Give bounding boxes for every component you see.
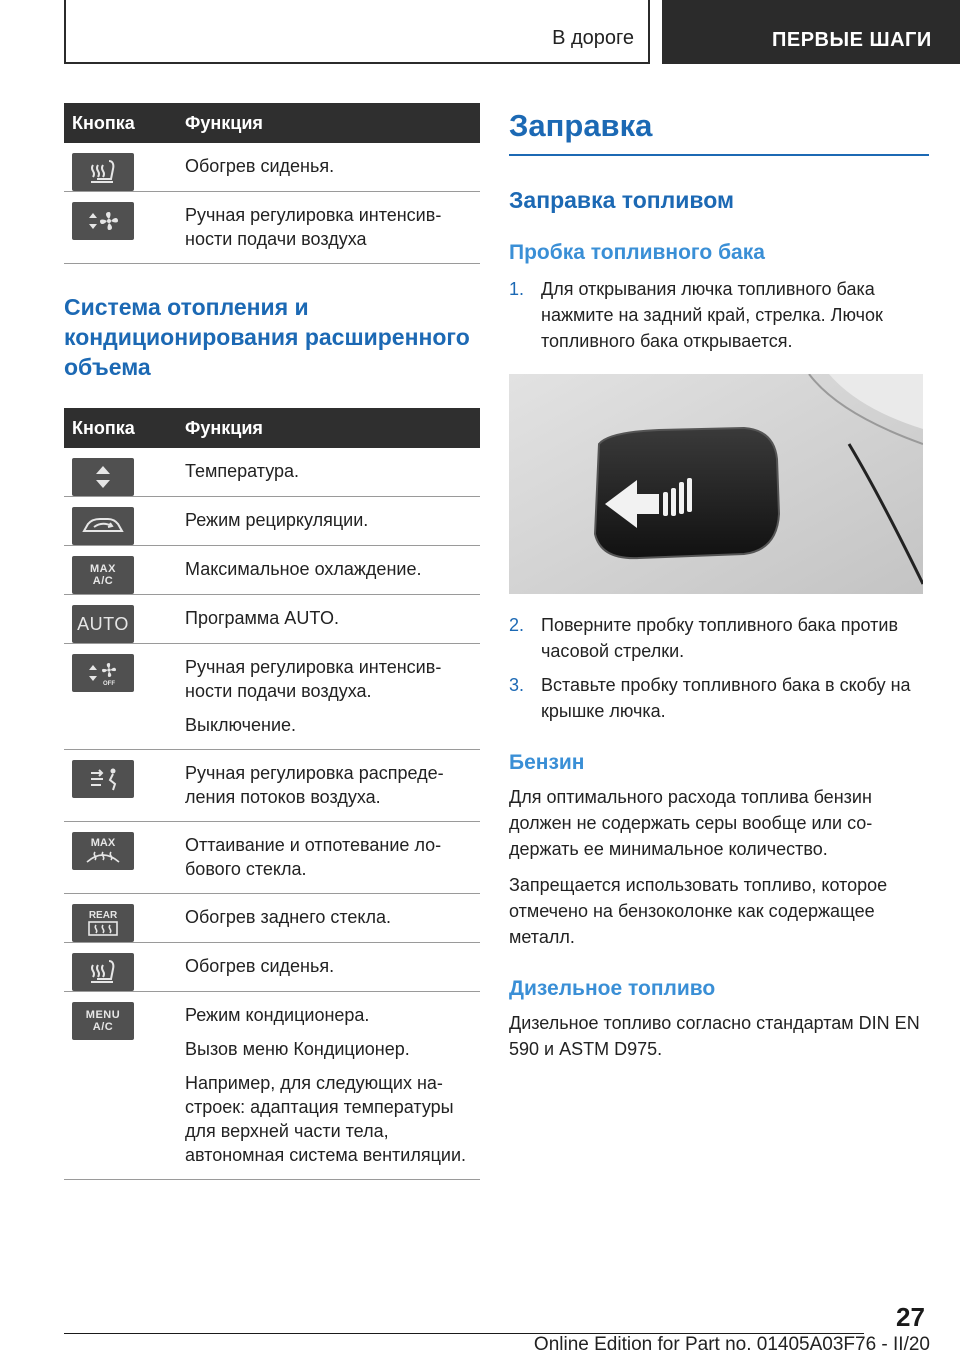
list-item [509, 672, 929, 724]
menu-ac-icon [72, 1002, 134, 1040]
table-row [64, 448, 480, 497]
table-row [64, 497, 480, 546]
petrol-paragraph: Запрещается использовать топливо, которое отмечено на бензоколонке как содержащее металл. [509, 875, 888, 947]
row-text: Режим кондиционера. [185, 1005, 370, 1025]
function-table-1 [64, 103, 480, 264]
row-text: Ручная регулировка интенсивности подачи воздуха. [185, 657, 442, 701]
column-header-function: Функция [185, 112, 263, 133]
column-header-button: Кнопка [72, 112, 135, 133]
seat-heating-icon [72, 153, 134, 191]
refuel-title: Заправка [509, 107, 929, 156]
air-distribution-icon [72, 760, 134, 798]
table-header [64, 103, 480, 143]
table-row [64, 894, 480, 943]
fan-intensity-icon [72, 202, 134, 240]
fan-off-icon [72, 654, 134, 692]
fuel-flap-photo [509, 374, 923, 594]
header-section-tab [64, 0, 650, 64]
row-text: Режим рециркуляции. [185, 510, 369, 530]
icon-label: MENU [85, 1009, 121, 1021]
header-chapter-label: ПЕРВЫЕ ШАГИ [772, 29, 932, 51]
icon-label: MAX [90, 837, 116, 849]
column-header-function: Функция [185, 417, 263, 438]
row-text: Например, для следующих настроек: адаптация температуры для верхней части тела, автономная система вентиляции. [185, 1073, 467, 1165]
function-table-2 [64, 408, 480, 1180]
max-defrost-icon [72, 832, 134, 870]
diesel-title: Дизельное топливо [509, 977, 716, 1000]
step-text: Поверните пробку топливного бака против часовой стрелки. [541, 615, 899, 661]
fuel-cap-steps [509, 276, 929, 354]
header-chapter-tab [662, 0, 960, 64]
table-row [64, 822, 480, 894]
step-number: 1. [509, 279, 525, 299]
left-column [64, 103, 480, 1180]
step-number: 3. [509, 675, 525, 695]
icon-label: OFF [103, 681, 115, 687]
table-row [64, 143, 480, 192]
refuel-subtitle: Заправка топливом [509, 187, 735, 213]
header-section-label: В дороге [552, 27, 634, 49]
icon-label: A/C [92, 1021, 114, 1033]
icon-label: MAX [90, 563, 116, 575]
table-row [64, 192, 480, 264]
row-text: Ручная регулировка интенсивности подачи воздуха [185, 205, 442, 249]
recirculation-car-icon [72, 507, 134, 545]
table-header [64, 408, 480, 448]
table-row [64, 943, 480, 992]
section-title-climate: Система отопления и кондиционирования расширенного объема [64, 294, 470, 380]
petrol-title: Бензин [509, 751, 585, 774]
rear-defrost-icon [72, 904, 134, 942]
list-item [509, 276, 929, 354]
diesel-paragraph: Дизельное топливо согласно стандартам DIN EN 590 и ASTM D975. [509, 1013, 920, 1059]
auto-icon [72, 605, 134, 643]
footer-edition: Online Edition for Part no. 01405A03F76 - II/20 [533, 1334, 930, 1355]
row-text: Обогрев сиденья. [185, 956, 335, 976]
step-text: Вставьте пробку топливного бака в скобу на крышке лючка. [541, 675, 911, 721]
step-number: 2. [509, 615, 525, 635]
page-number: 27 [896, 1302, 925, 1332]
icon-label: REAR [88, 910, 118, 921]
table-row [64, 750, 480, 822]
row-text: Оттаивание и отпотевание лобового стекла. [185, 835, 442, 879]
table-row [64, 992, 480, 1180]
row-text: Обогрев сиденья. [185, 156, 335, 176]
right-column [509, 103, 929, 1062]
row-text: Обогрев заднего стекла. [185, 907, 392, 927]
petrol-paragraph: Для оптимального расхода топлива бензин должен не содержать серы вообще или содержать ее минимальное количество. [509, 787, 873, 859]
fuel-cap-steps-continued [509, 612, 929, 724]
list-item [509, 612, 929, 664]
seat-heating-icon [72, 953, 134, 991]
temperature-arrows-icon [72, 458, 134, 496]
table-row [64, 644, 480, 750]
row-text: Максимальное охлаждение. [185, 559, 422, 579]
step-text: Для открывания лючка топливного бака нажмите на задний край, стрелка. Лючок топливного бака открывается. [541, 279, 883, 351]
row-text: Выключение. [185, 715, 297, 735]
row-text: Температура. [185, 461, 300, 481]
max-ac-icon [72, 556, 134, 594]
column-header-button: Кнопка [72, 417, 135, 438]
icon-label: AUTO [77, 613, 129, 634]
icon-label: A/C [92, 575, 114, 587]
table-row [64, 595, 480, 644]
fuel-cap-title: Пробка топливного бака [509, 241, 765, 264]
table-row [64, 546, 480, 595]
row-text: Программа AUTO. [185, 608, 339, 628]
row-text: Вызов меню Кондиционер. [185, 1039, 410, 1059]
row-text: Ручная регулировка распределения потоков воздуха. [185, 763, 444, 807]
